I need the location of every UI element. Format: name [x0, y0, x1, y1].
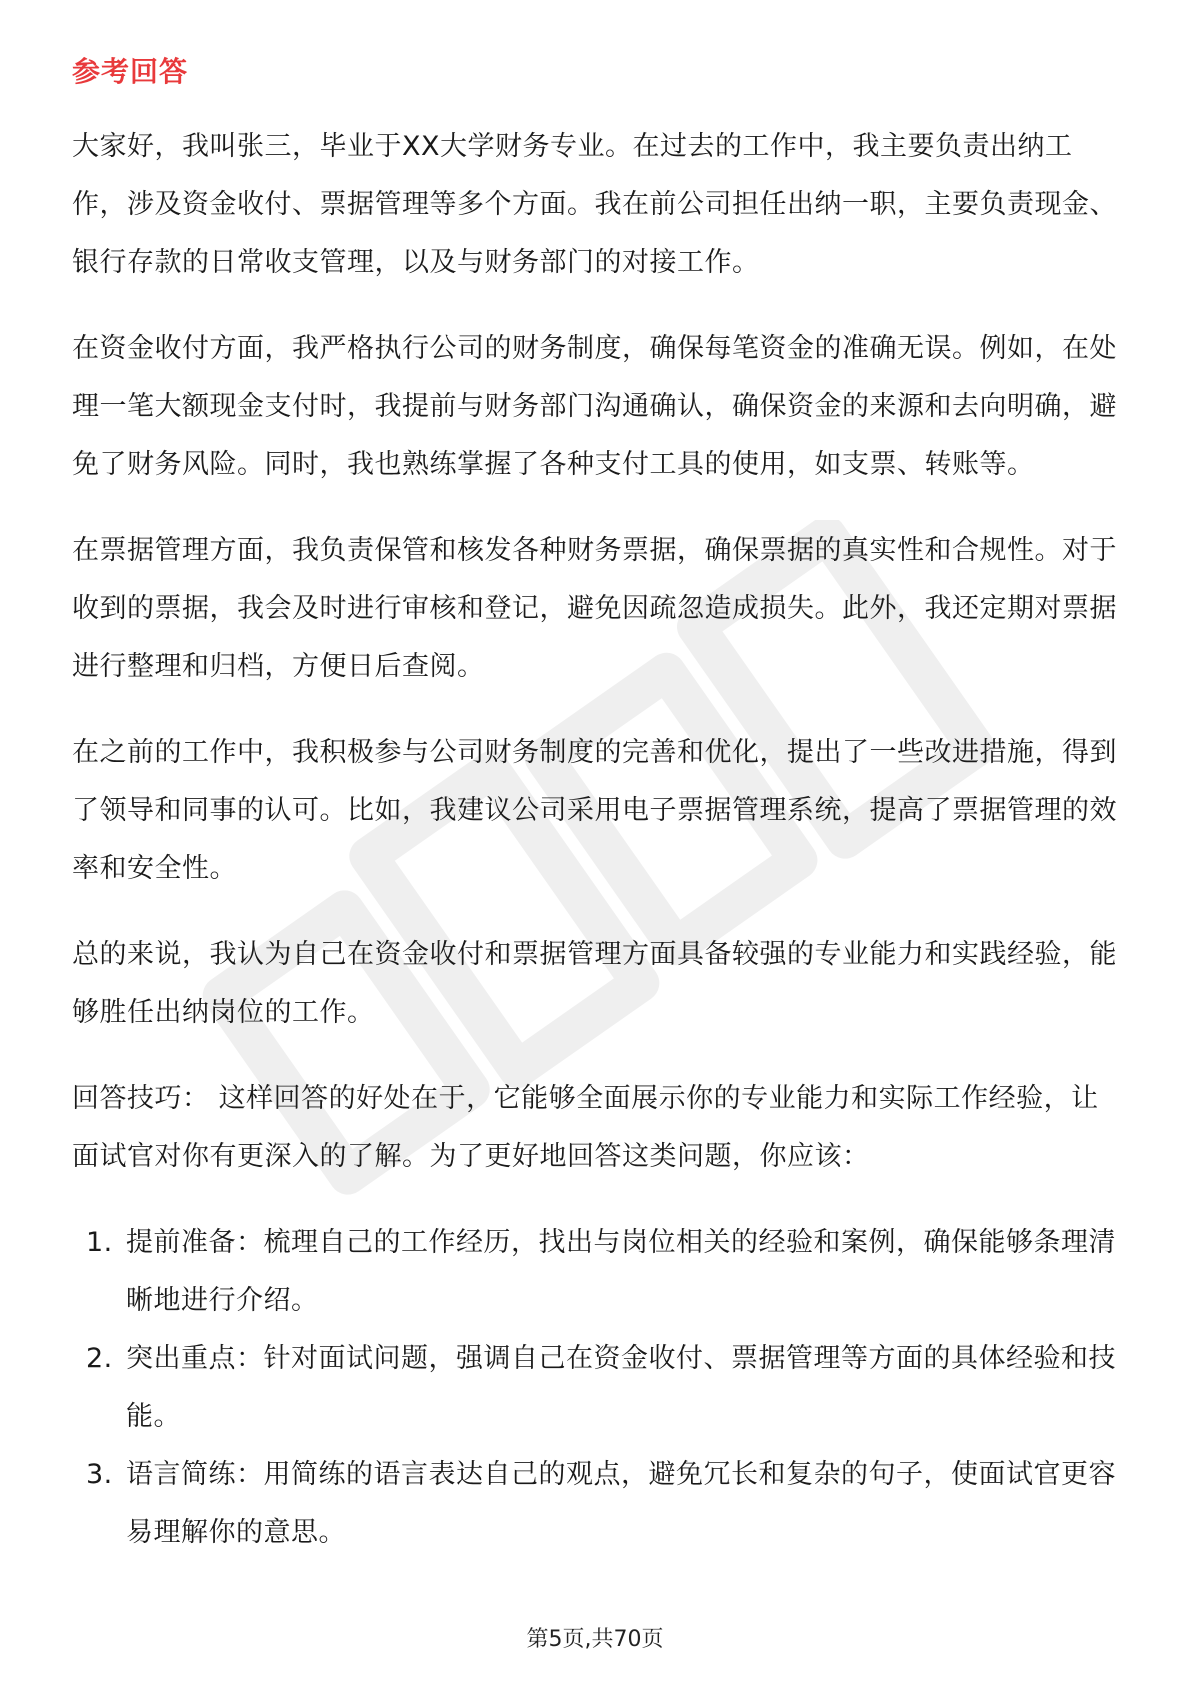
- tips-list: [72, 1214, 1122, 1562]
- paragraph-summary: 总的来说，我认为自己在资金收付和票据管理方面具备较强的专业能力和实践经验，能够胜任出纳岗位的工作。: [72, 939, 1117, 1028]
- answer-body: [72, 118, 1122, 1562]
- list-text: 提前准备：梳理自己的工作经历，找出与岗位相关的经验和案例，确保能够条理清晰地进行介绍。: [126, 1227, 1116, 1316]
- list-text: 突出重点：针对面试问题，强调自己在资金收付、票据管理等方面的具体经验和技能。: [126, 1343, 1116, 1432]
- paragraph-intro: 大家好，我叫张三，毕业于XX大学财务专业。在过去的工作中，我主要负责出纳工作，涉及资金收付、票据管理等多个方面。我在前公司担任出纳一职，主要负责现金、银行存款的日常收支管理，以及与财务部门的对接工作。: [72, 131, 1117, 278]
- paragraph-tips: 回答技巧： 这样回答的好处在于，它能够全面展示你的专业能力和实际工作经验，让面试官对你有更深入的了解。为了更好地回答这类问题，你应该：: [72, 1083, 1099, 1172]
- list-number: 2.: [86, 1343, 113, 1374]
- list-text: 语言简练：用简练的语言表达自己的观点，避免冗长和复杂的句子，使面试官更容易理解你的意思。: [126, 1459, 1116, 1548]
- list-item: [72, 1446, 1122, 1562]
- list-number: 3.: [86, 1459, 113, 1490]
- paragraph-improvement: 在之前的工作中，我积极参与公司财务制度的完善和优化，提出了一些改进措施，得到了领导和同事的认可。比如，我建议公司采用电子票据管理系统，提高了票据管理的效率和安全性。: [72, 737, 1117, 884]
- list-item: [72, 1330, 1122, 1446]
- paragraph-funds: 在资金收付方面，我严格执行公司的财务制度，确保每笔资金的准确无误。例如，在处理一笔大额现金支付时，我提前与财务部门沟通确认，确保资金的来源和去向明确，避免了财务风险。同时，我也熟练掌握了各种支付工具的使用，如支票、转账等。: [72, 333, 1117, 480]
- list-item: [72, 1214, 1122, 1330]
- list-number: 1.: [86, 1227, 113, 1258]
- section-heading: 参考回答: [72, 55, 189, 88]
- page-number: 第5页,共70页: [526, 1627, 664, 1652]
- paragraph-bills: 在票据管理方面，我负责保管和核发各种财务票据，确保票据的真实性和合规性。对于收到的票据，我会及时进行审核和登记，避免因疏忽造成损失。此外，我还定期对票据进行整理和归档，方便日后查阅。: [72, 535, 1117, 682]
